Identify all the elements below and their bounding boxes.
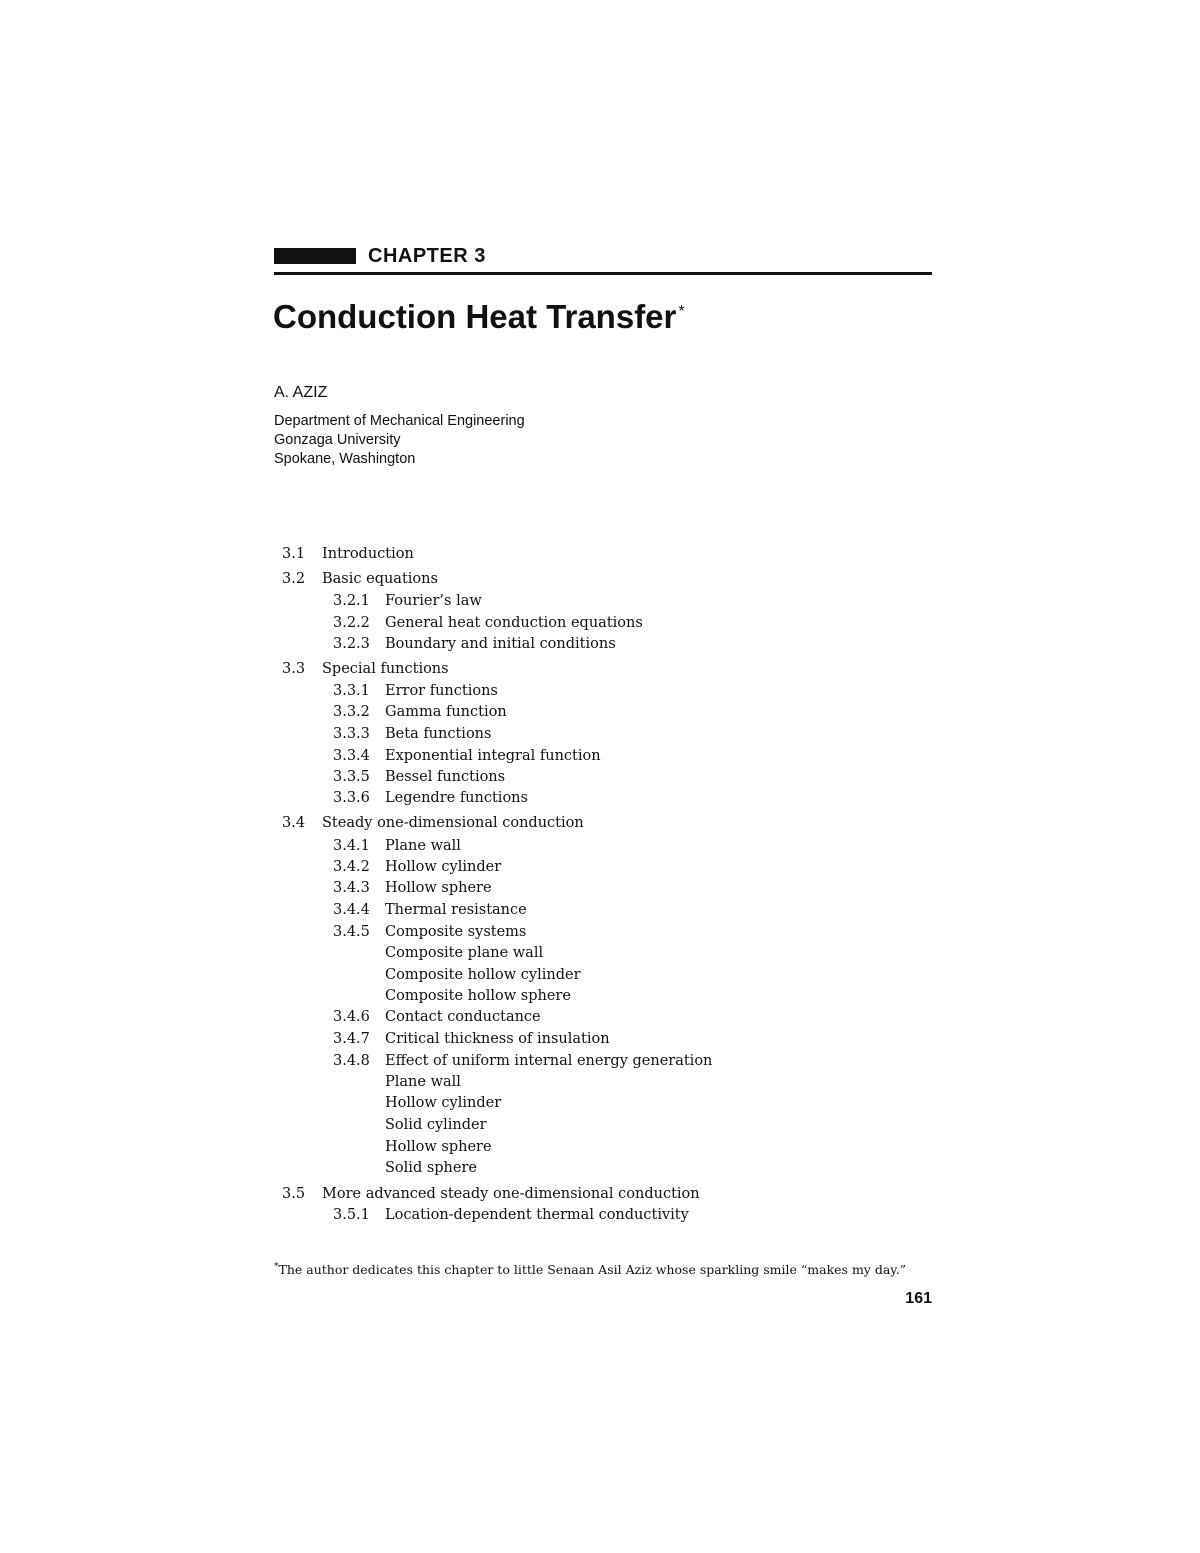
toc-entry-label: Basic equations	[322, 571, 438, 587]
toc-entry-number: 3.4.7	[333, 1031, 370, 1047]
title-footnote-mark: *	[678, 303, 685, 320]
toc-entry-label: Steady one-dimensional conduction	[322, 815, 584, 831]
toc-entry-number: 3.3.2	[333, 704, 370, 720]
toc-entry-number: 3.3.4	[333, 748, 370, 764]
toc-entry-number: 3.3.5	[333, 769, 370, 785]
toc-entry-label: Effect of uniform internal energy generation	[385, 1053, 713, 1069]
toc-entry-label: Composite hollow sphere	[385, 988, 571, 1004]
footnote-mark: *	[274, 1262, 279, 1272]
toc-entry-label: Introduction	[322, 546, 414, 562]
toc-entry-label: Hollow cylinder	[385, 859, 502, 875]
toc-entry-number: 3.4.2	[333, 859, 370, 875]
toc-entry-label: Exponential integral function	[385, 748, 601, 764]
toc-entry-number: 3.2.2	[333, 615, 370, 631]
toc-entry-number: 3.4.8	[333, 1053, 370, 1069]
toc-entry-label: Hollow sphere	[385, 1139, 492, 1155]
toc-entry-number: 3.3.3	[333, 726, 370, 742]
footnote	[274, 1258, 906, 1279]
toc-entry-number: 3.2.1	[333, 593, 370, 609]
toc-entry-number: 3.4.5	[333, 924, 370, 940]
toc-entry-label: Solid sphere	[385, 1160, 477, 1176]
toc-entry-number: 3.2.3	[333, 636, 370, 652]
footnote-text: The author dedicates this chapter to little Senaan Asil Aziz whose sparkling smile “makes my day.”	[278, 1262, 907, 1278]
toc-entry-label: Composite hollow cylinder	[385, 967, 581, 983]
toc-entry-label: Plane wall	[385, 1074, 461, 1090]
toc-entry-number: 3.3.6	[333, 790, 370, 806]
toc-entry-label: Contact conductance	[385, 1009, 541, 1025]
toc-entry-label: General heat conduction equations	[385, 615, 643, 631]
toc-entry-number: 3.1	[282, 546, 306, 562]
affiliation-line: Gonzaga University	[274, 432, 401, 448]
chapter-label: CHAPTER 3	[368, 245, 486, 267]
page-number: 161	[905, 1290, 932, 1307]
affiliation-line: Department of Mechanical Engineering	[274, 413, 525, 429]
toc-entry-number: 3.3	[282, 661, 306, 677]
toc-entry-number: 3.4.6	[333, 1009, 370, 1025]
toc-entry-label: Hollow sphere	[385, 880, 492, 896]
toc-entry-label: Gamma function	[385, 704, 507, 720]
toc-entry-label: Error functions	[385, 683, 498, 699]
toc-entry-number: 3.5	[282, 1186, 306, 1202]
toc-entry-label: Thermal resistance	[385, 902, 527, 918]
chapter-title-text: Conduction Heat Transfer	[273, 298, 677, 335]
toc-entry-label: Composite plane wall	[385, 945, 544, 961]
toc-entry-label: Solid cylinder	[385, 1117, 487, 1133]
toc-entry-number: 3.3.1	[333, 683, 370, 699]
toc-entry-label: Fourier’s law	[385, 593, 482, 609]
toc-entry-number: 3.4.3	[333, 880, 370, 896]
toc-entry-label: Critical thickness of insulation	[385, 1031, 610, 1047]
toc-entry-label: Plane wall	[385, 838, 461, 854]
toc-entry-label: Hollow cylinder	[385, 1095, 502, 1111]
toc-entry-label: Location-dependent thermal conductivity	[385, 1207, 689, 1223]
toc-entry-label: Special functions	[322, 661, 449, 677]
toc-entry-label: More advanced steady one-dimensional conduction	[322, 1186, 700, 1202]
chapter-rule	[274, 272, 932, 275]
affiliation-line: Spokane, Washington	[274, 451, 416, 467]
toc-entry-label: Composite systems	[385, 924, 527, 940]
toc-entry-number: 3.4	[282, 815, 306, 831]
toc-entry-label: Legendre functions	[385, 790, 528, 806]
chapter-bar	[274, 248, 356, 264]
toc-entry-label: Beta functions	[385, 726, 492, 742]
author-name: A. AZIZ	[274, 384, 328, 401]
toc-entry-number: 3.4.4	[333, 902, 370, 918]
toc-entry-label: Bessel functions	[385, 769, 506, 785]
toc-entry-number: 3.2	[282, 571, 306, 587]
toc-entry-label: Boundary and initial conditions	[385, 636, 616, 652]
toc-entry-number: 3.4.1	[333, 838, 370, 854]
chapter-title	[273, 292, 685, 337]
author-affiliation	[274, 412, 525, 469]
toc-entry-number: 3.5.1	[333, 1207, 370, 1223]
